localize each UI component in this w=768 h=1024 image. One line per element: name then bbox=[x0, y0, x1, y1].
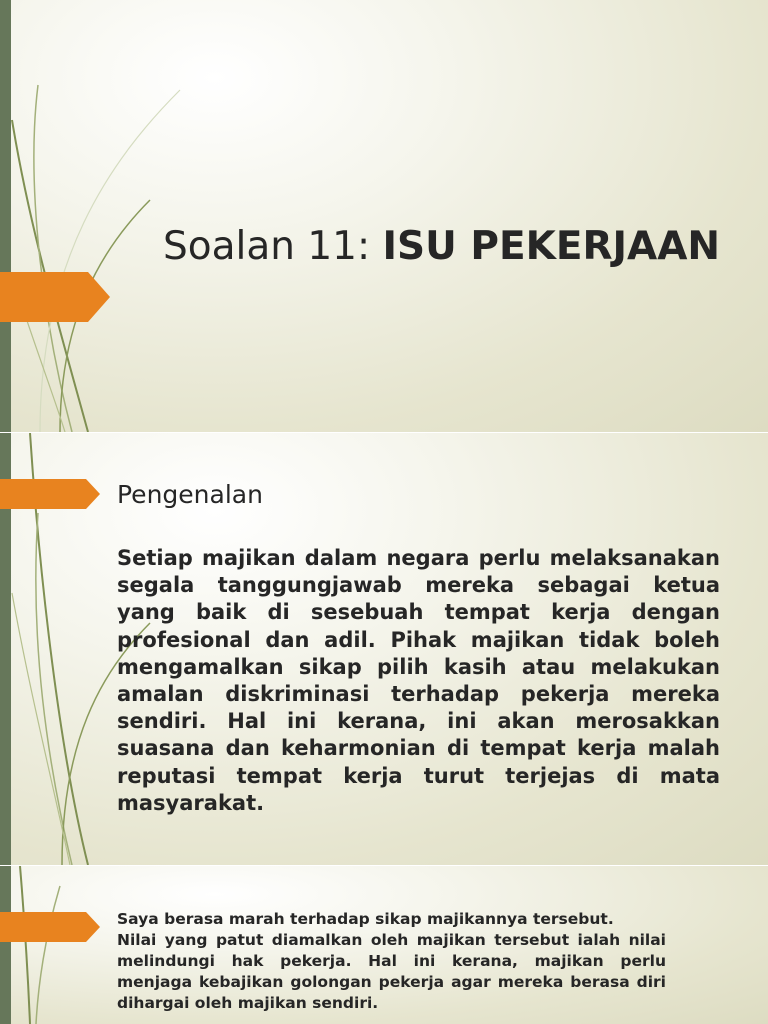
slide-introduction bbox=[0, 433, 768, 865]
slide-opinion bbox=[0, 866, 768, 1024]
slide-title bbox=[0, 0, 768, 432]
section-heading: Pengenalan bbox=[117, 480, 263, 509]
chevron-arrow-icon bbox=[0, 479, 102, 509]
title-bold: ISU PEKERJAAN bbox=[382, 224, 721, 269]
title-prefix: Soalan 11: bbox=[163, 224, 383, 269]
side-bar bbox=[0, 866, 11, 1024]
intro-paragraph: Setiap majikan dalam negara perlu melaksanakan segala tanggungjawab mereka sebagai ketua yang baik di sesebuah tempat kerja dengan profesional dan adil. Pihak majikan tidak boleh mengamalkan sikap pilih kasih atau melakukan amalan diskriminasi terhadap pekerja mereka sendiri. Hal ini kerana, ini akan merosakkan suasana dan keharmonian di tempat kerja malah reputasi tempat kerja turut terjejas di mata masyarakat. bbox=[117, 546, 720, 815]
slide-title-text bbox=[163, 222, 723, 272]
opinion-line-1: Saya berasa marah terhadap sikap majikannya tersebut. bbox=[117, 910, 614, 928]
opinion-line-2: Nilai yang patut diamalkan oleh majikan tersebut ialah nilai melindungi hak pekerja. Hal ini kerana, majikan perlu menjaga kebajikan golongan pekerja agar mereka berasa diri dihargai oleh majikan sendiri. bbox=[117, 931, 666, 1012]
vine-decoration bbox=[0, 0, 200, 432]
chevron-arrow-icon bbox=[0, 912, 102, 942]
side-bar bbox=[0, 0, 11, 432]
chevron-arrow-icon bbox=[0, 272, 112, 322]
opinion-paragraph bbox=[117, 909, 666, 1014]
